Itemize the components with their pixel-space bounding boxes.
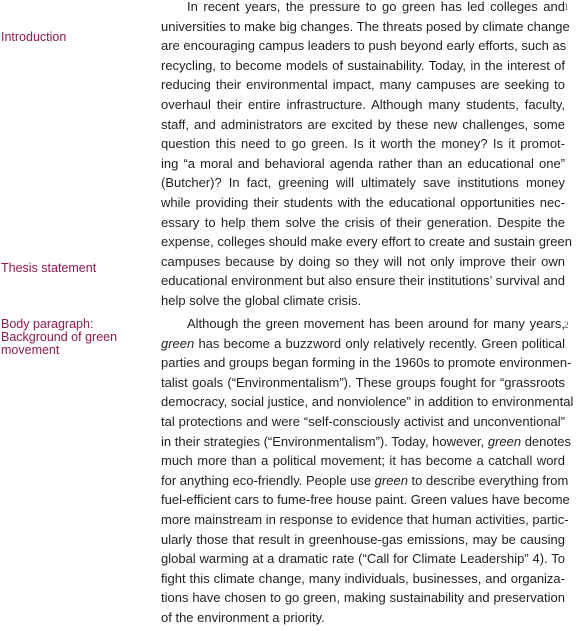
text-line: expense, colleges should make every effort to create and sustain green: [161, 234, 572, 250]
annotation-body-paragraph: [1, 318, 126, 357]
paragraph-number: 2: [564, 320, 569, 330]
text-line: (Butcher)? In fact, greening will ultimately save institutions money: [161, 175, 565, 191]
text-line: help solve the global climate crisis.: [161, 292, 362, 308]
text-line: global warming at a dramatic rate (“Call for Climate Leadership” 4). To: [161, 551, 565, 567]
text-line: essary to help them solve the crisis of their generation. Despite the: [161, 214, 565, 230]
text-line: fuel-efficient cars to fume-free house paint. Green values have become: [161, 492, 570, 508]
text-line: [161, 432, 571, 452]
text-line: ing “a moral and behavioral agenda rather than an educational one”: [161, 155, 565, 171]
annotation-body-line: movement: [1, 343, 60, 357]
text-fragment: in their strategies (“Environmentalism”). Today, however,: [161, 433, 488, 449]
text-line: while providing their students with the educational opportunities nec-: [161, 194, 565, 210]
text-line: question this need to go green. Is it worth the money? Is it promot-: [161, 136, 565, 152]
text-line: reducing their environmental impact, many campuses are seeking to: [161, 77, 565, 93]
text-line: universities to make big changes. The threats posed by climate change: [161, 18, 570, 34]
paragraph-body-background: [161, 314, 574, 628]
text-line: are encouraging campus leaders to push beyond early efforts, such as: [161, 38, 567, 54]
text-fragment: denotes: [521, 433, 571, 449]
text-line: much more than a political movement; it has become a catchall word: [161, 453, 565, 469]
annotation-body-line: Background of green: [1, 330, 118, 344]
text-line: [161, 334, 565, 354]
text-line: democracy, social justice, and nonviolence” in addition to environmental: [161, 394, 574, 410]
text-fragment: has become a buzzword only relatively recently. Green political: [194, 335, 565, 351]
text-line: more mainstream in response to evidence that human activities, partic-: [161, 511, 569, 527]
text-line: talist goals (“Environmentalism”). These groups fought for “grassroots: [161, 374, 565, 390]
annotation-thesis-statement: Thesis statement: [1, 261, 97, 275]
text-line: parties and groups began forming in the 1960s to promote environmen-: [161, 355, 572, 371]
text-line: overhaul their entire infrastructure. Although many students, faculty,: [161, 96, 565, 112]
text-line: [161, 471, 569, 491]
text-line: of the environment a priority.: [161, 609, 325, 625]
text-line: recycling, to become models of sustainability. Today, in the interest of: [161, 57, 565, 73]
text-line: tions have chosen to go green, making sustainability and preservation: [161, 590, 565, 606]
emphasis-green: green: [487, 433, 522, 449]
text-line: ularly those that result in greenhouse-gas emissions, may be causing: [161, 531, 565, 547]
paragraph-introduction: [161, 0, 572, 311]
text-line: Although the green movement has been around for many years,: [187, 316, 565, 331]
text-line: educational environment but also ensure their institutions’ survival and: [161, 273, 565, 289]
text-line: tal protections and were “self-consciously activist and unconventional”: [161, 413, 565, 429]
emphasis-green: green: [374, 472, 408, 488]
paragraph-number: 1: [564, 2, 569, 12]
text-line: fight this climate change, many individuals, businesses, and organiza-: [161, 570, 565, 586]
text-line: staff, and administrators are excited by these new challenges, some: [161, 116, 565, 132]
text-line: campuses because by doing so they will not only improve their own: [161, 253, 565, 269]
emphasis-green: green: [161, 335, 195, 351]
text-fragment: for anything eco-friendly. People use: [161, 472, 375, 488]
annotation-introduction: Introduction: [1, 30, 67, 44]
text-fragment: to describe everything from: [407, 472, 569, 488]
annotation-body-line: Body paragraph:: [1, 317, 94, 331]
text-line: In recent years, the pressure to go green has led colleges and: [187, 0, 565, 14]
